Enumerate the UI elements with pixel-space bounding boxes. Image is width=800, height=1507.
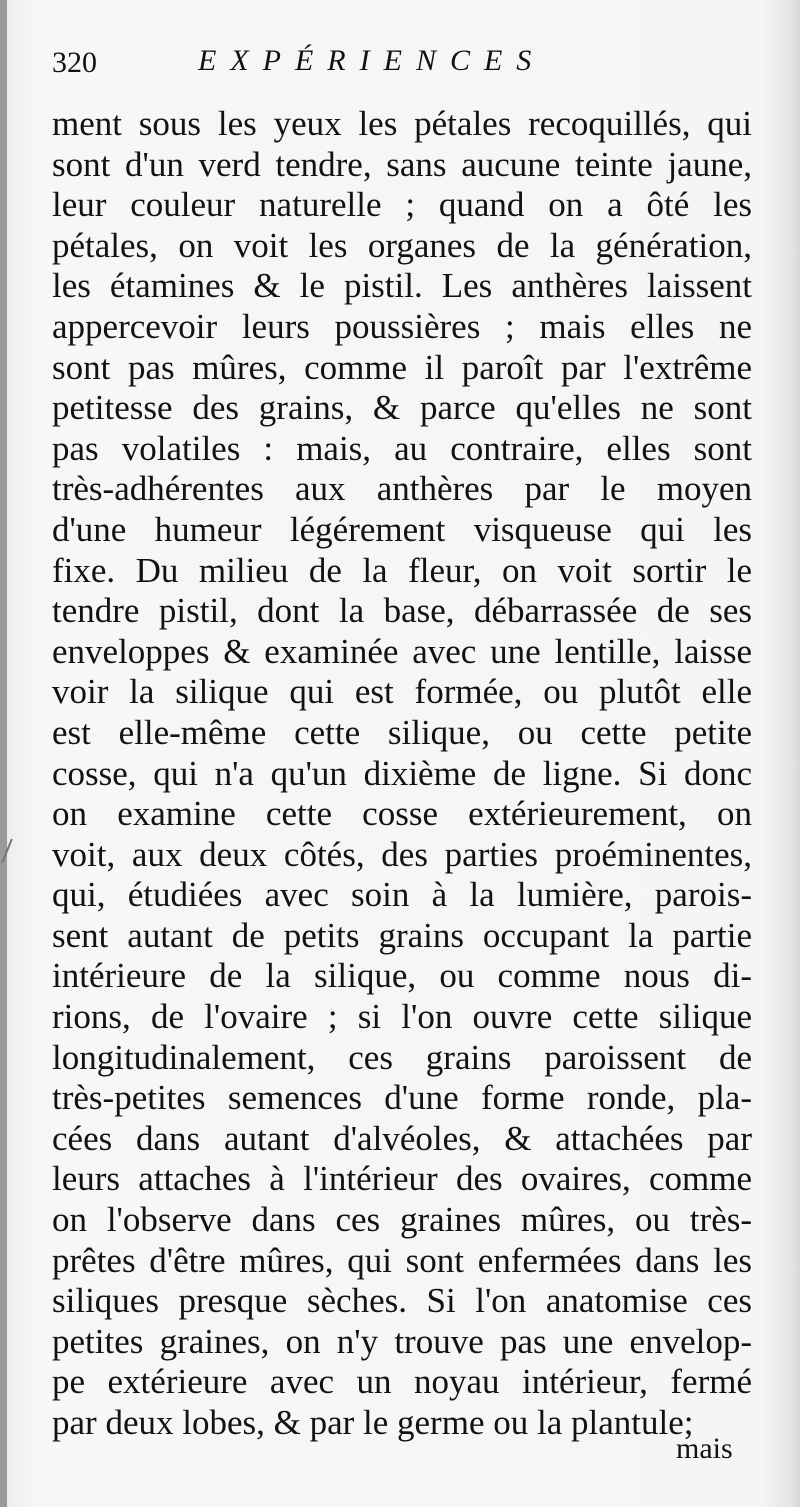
text-line: fixe. Du milieu de la fleur, on voit sortir le <box>52 550 752 590</box>
text-line: d'une humeur légérement visqueuse qui les <box>52 509 752 549</box>
text-line: cosse, qui n'a qu'un dixième de ligne. Si donc <box>52 753 752 793</box>
text-line: par deux lobes, & par le germe ou la plantule; <box>52 1403 694 1442</box>
text-line: on l'observe dans ces graines mûres, ou très- <box>52 1200 752 1240</box>
text-line: siliques presque sèches. Si l'on anatomise ces <box>52 1281 752 1321</box>
text-line: sont pas mûres, comme il paroît par l'extrême <box>52 347 752 387</box>
text-line: les étamines & le pistil. Les anthères laissent <box>52 266 752 306</box>
text-line: ment sous les yeux les pétales recoquillés, qui <box>52 104 752 143</box>
text-line: pas volatiles : mais, au contraire, elles sont <box>52 428 752 468</box>
text-line: cées dans autant d'alvéoles, & attachées par <box>52 1118 752 1158</box>
text-line: enveloppes & examinée avec une lentille, laisse <box>52 631 752 671</box>
text-line: qui, étudiées avec soin à la lumière, parois- <box>52 875 752 915</box>
page-edge-shadow <box>0 0 7 1507</box>
text-line: leurs attaches à l'intérieur des ovaires, comme <box>52 1159 752 1199</box>
text-line: voir la silique qui est formée, ou plutôt elle <box>52 672 752 712</box>
text-line: petites graines, on n'y trouve pas une envelop- <box>52 1321 752 1361</box>
text-line: pe extérieure avec un noyau intérieur, fermé <box>52 1362 752 1402</box>
text-line: petitesse des grains, & parce qu'elles ne sont <box>52 388 752 428</box>
text-line: tendre pistil, dont la base, débarrassée de ses <box>52 591 752 631</box>
text-line: intérieure de la silique, ou comme nous di- <box>52 956 752 996</box>
text-line: sent autant de petits grains occupant la partie <box>52 915 752 955</box>
text-line: prêtes d'être mûres, qui sont enfermées dans les <box>52 1240 752 1280</box>
text-line: sont d'un verd tendre, sans aucune teinte jaune, <box>52 144 752 184</box>
text-line: on examine cette cosse extérieurement, on <box>52 794 752 834</box>
text-line: très-petites semences d'une forme ronde, pla- <box>52 1078 752 1118</box>
catchword: mais <box>676 1432 733 1465</box>
text-line: rions, de l'ovaire ; si l'on ouvre cette silique <box>52 997 752 1037</box>
page-header <box>52 42 752 90</box>
text-line: très-adhérentes aux anthères par le moyen <box>52 469 752 509</box>
text-line: est elle-même cette silique, ou cette petite <box>52 712 752 752</box>
running-title: EXPÉRIENCES <box>198 44 546 77</box>
text-line: longitudinalement, ces grains paroissent de <box>52 1037 752 1077</box>
text-line: appercevoir leurs poussières ; mais elles ne <box>52 306 752 346</box>
text-line: pétales, on voit les organes de la génération, <box>52 225 752 265</box>
page-number: 320 <box>52 46 97 79</box>
text-line: leur couleur naturelle ; quand on a ôté les <box>52 185 752 225</box>
text-line: voit, aux deux côtés, des parties proéminentes, <box>52 834 752 874</box>
body-text <box>52 104 752 1444</box>
